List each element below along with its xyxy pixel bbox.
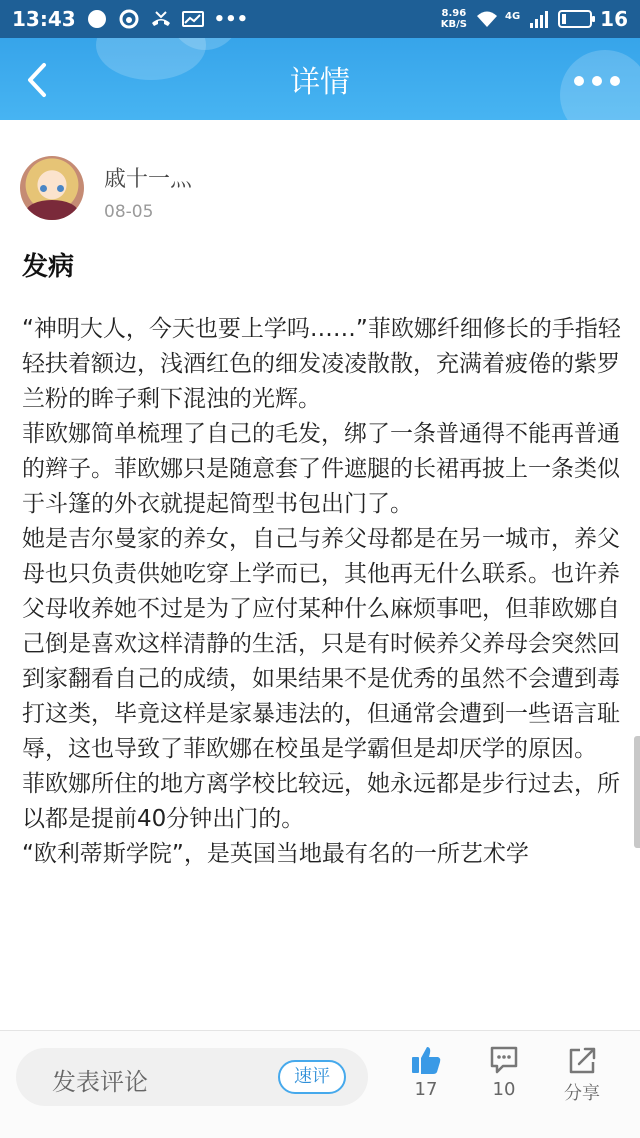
share-button[interactable] bbox=[552, 1045, 612, 1125]
comment-count: 10 bbox=[492, 1079, 516, 1100]
message-icon bbox=[182, 8, 204, 30]
quick-comment-button[interactable]: 速评 bbox=[278, 1060, 346, 1094]
wifi-icon bbox=[475, 8, 497, 30]
scroll-handle[interactable] bbox=[634, 736, 640, 848]
post-date: 08-05 bbox=[104, 202, 154, 222]
status-bar bbox=[0, 0, 640, 38]
share-label: 分享 bbox=[564, 1083, 600, 1104]
chevron-left-icon bbox=[24, 62, 48, 98]
content-paragraph: 菲欧娜所住的地方离学校比较远，她永远都是步行过去，所以都是提前40分钟出门的。 bbox=[22, 771, 620, 832]
network-type: 4G bbox=[504, 11, 521, 22]
status-time: 13:43 bbox=[12, 7, 76, 31]
network-speed-unit: KB/S bbox=[440, 19, 467, 30]
content-paragraph: “神明大人，今天也要上学吗……”菲欧娜纤细修长的手指轻轻扶着额边，浅酒红色的细发凌凌散散，充满着疲倦的紫罗兰粉的眸子剩下混浊的光辉。 bbox=[22, 316, 621, 412]
like-button[interactable] bbox=[396, 1045, 456, 1125]
network-speed-value: 8.96 bbox=[441, 8, 467, 19]
like-count: 17 bbox=[414, 1079, 438, 1100]
page-title: 详情 bbox=[290, 65, 350, 100]
post-content bbox=[22, 312, 622, 1028]
comment-input[interactable] bbox=[16, 1048, 368, 1106]
author-name[interactable]: 戚十一灬 bbox=[104, 167, 193, 192]
battery-level: 16 bbox=[600, 7, 628, 31]
network-speed bbox=[441, 8, 467, 30]
navigation-bar bbox=[0, 38, 640, 120]
author-info bbox=[20, 156, 620, 226]
thumbs-up-icon bbox=[410, 1045, 442, 1075]
signal-icon bbox=[528, 8, 550, 30]
content-paragraph: 菲欧娜简单梳理了自己的毛发，绑了一条普通得不能再普通的辫子。菲欧娜只是随意套了件遮腿的长裙再披上一条类似于斗篷的外衣就提起简型书包出门了。 bbox=[22, 421, 620, 517]
comment-placeholder: 发表评论 bbox=[52, 1068, 148, 1096]
app-drop-icon bbox=[118, 8, 140, 30]
missed-call-icon bbox=[150, 8, 172, 30]
more-dots-icon bbox=[573, 75, 621, 87]
content-paragraph: “欧利蒂斯学院”，是英国当地最有名的一所艺术学 bbox=[22, 841, 529, 867]
top-bar bbox=[0, 0, 640, 120]
content-paragraph: 她是吉尔曼家的养女，自己与养父母都是在另一城市，养父母也只负责供她吃穿上学而已，其他再无什么联系。也许养父母收养她不过是为了应付某种什么麻烦事吧，但菲欧娜自己倒是喜欢这样清静的生活，只是有时候养父养母会突然回到家翻看自己的成绩，如果结果不是优秀的虽然不会遭到毒打这类，毕竟这样是家暴违法的，但通常会遭到一些语言耻辱，这也导致了菲欧娜在校虽是学霸但是却厌学的原因。 bbox=[22, 526, 620, 762]
battery-icon bbox=[558, 10, 592, 28]
comment-bubble-icon bbox=[489, 1045, 519, 1075]
avatar[interactable] bbox=[20, 156, 84, 220]
back-button[interactable] bbox=[18, 60, 54, 100]
more-options-button[interactable] bbox=[570, 66, 624, 96]
notification-dot-icon bbox=[86, 8, 108, 30]
comments-button[interactable] bbox=[474, 1045, 534, 1125]
share-icon bbox=[567, 1045, 597, 1075]
more-notifications-icon: ••• bbox=[213, 8, 249, 30]
post-title: 发病 bbox=[22, 252, 75, 282]
bottom-action-bar bbox=[0, 1030, 640, 1138]
